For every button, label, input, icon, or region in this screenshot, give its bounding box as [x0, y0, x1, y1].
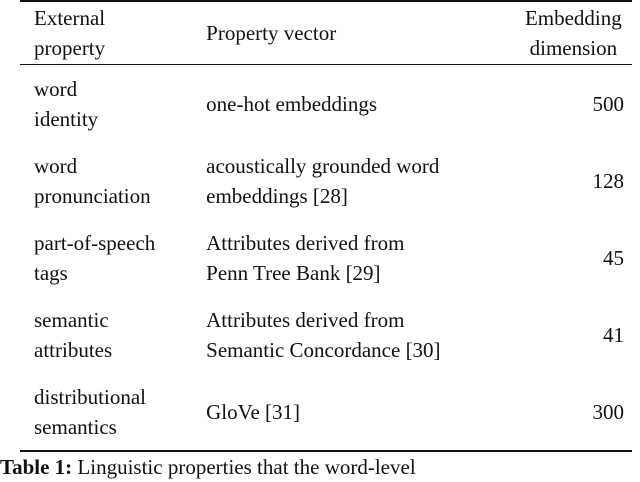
cell-property: distributional semantics — [34, 384, 146, 439]
cell-vector: one-hot embeddings — [206, 91, 378, 116]
header-embedding-dimension: Embedding dimension — [524, 6, 622, 60]
table-caption — [0, 452, 416, 482]
cell-vector: Attributes derived from Penn Tree Bank [29] — [206, 230, 405, 285]
cell-dimension: 500 — [592, 91, 624, 116]
cell-vector: GloVe [31] — [206, 399, 301, 424]
cell-dimension: 300 — [592, 399, 624, 424]
table-row — [20, 219, 632, 296]
cell-property: word pronunciation — [34, 153, 151, 208]
caption-text: Linguistic properties that the word-level — [77, 455, 416, 479]
caption-separator: : — [65, 455, 78, 479]
table-row — [20, 142, 632, 219]
caption-label: Table 1 — [0, 455, 66, 479]
table-row — [20, 373, 632, 451]
linguistic-properties-table-container — [20, 0, 632, 452]
header-external-property: External property — [34, 6, 106, 60]
cell-vector: acoustically grounded word embeddings [28] — [206, 153, 440, 208]
table-row — [20, 65, 632, 143]
cell-property: semantic attributes — [34, 307, 113, 362]
cell-vector: Attributes derived from Semantic Concordance [30] — [206, 307, 441, 362]
header-property-vector: Property vector — [206, 21, 337, 45]
table-row — [20, 296, 632, 373]
table-header-row — [20, 1, 632, 65]
cell-property: word identity — [34, 76, 99, 131]
cell-dimension: 41 — [603, 322, 624, 347]
cell-dimension: 45 — [603, 245, 624, 270]
cell-dimension: 128 — [592, 168, 624, 193]
cell-property: part-of-speech tags — [34, 230, 156, 285]
linguistic-properties-table — [20, 0, 632, 452]
